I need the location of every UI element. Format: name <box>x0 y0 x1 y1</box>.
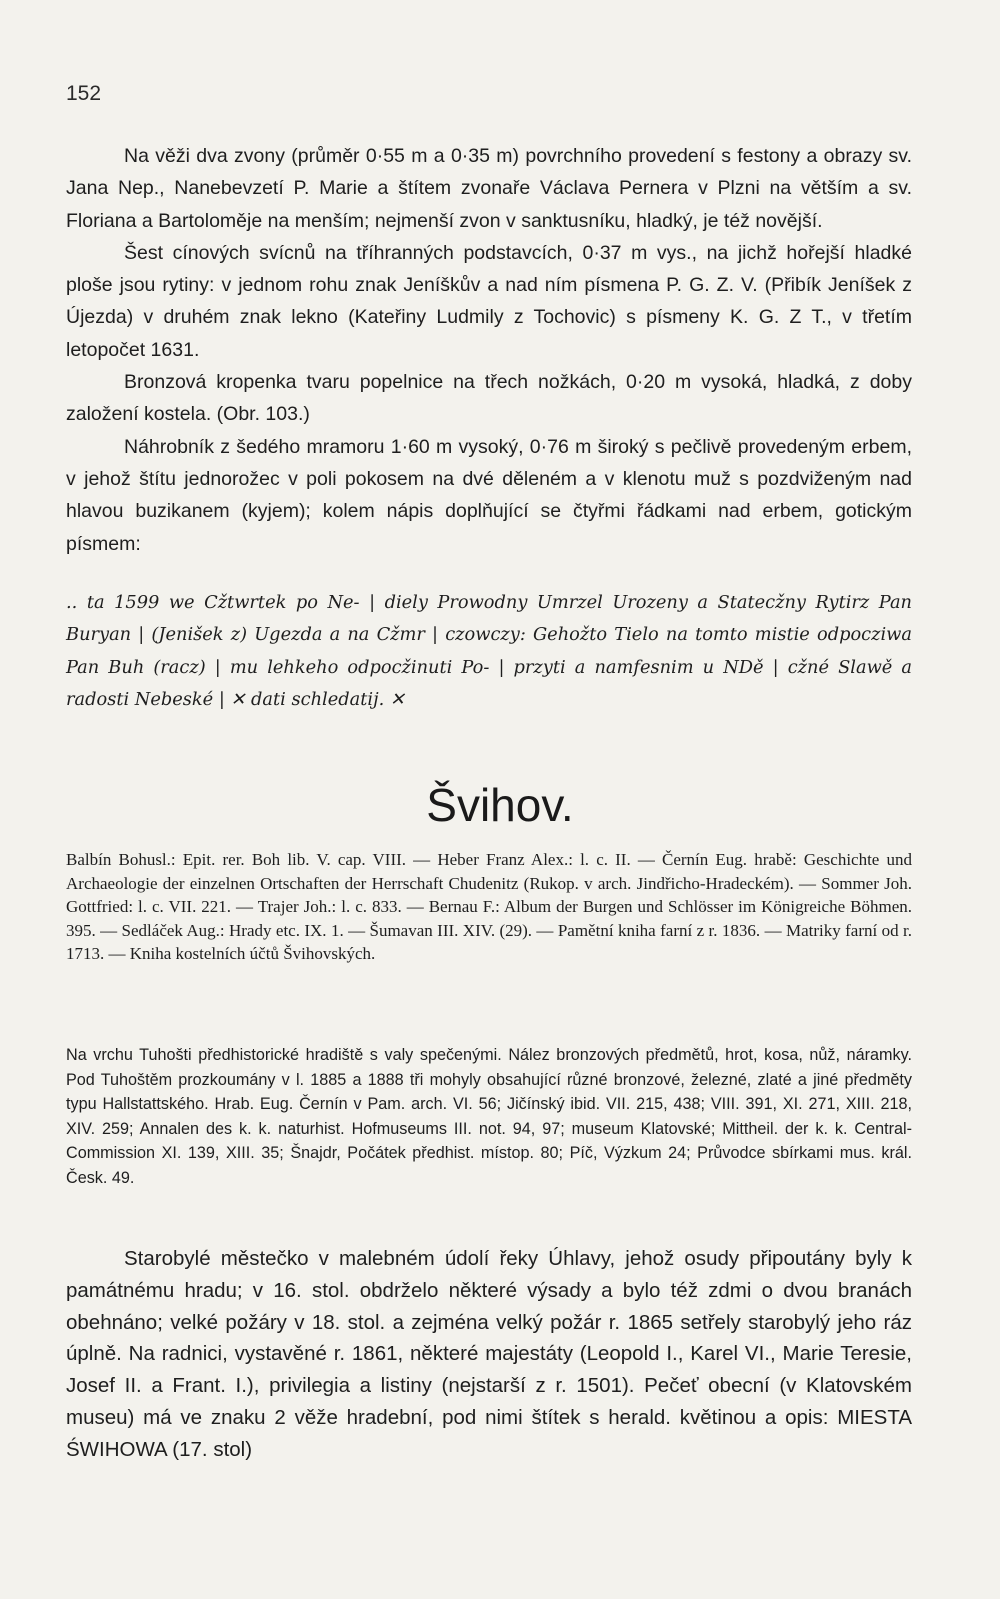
page-number: 152 <box>66 82 102 105</box>
town-description: Starobylé městečko v malebném údolí řeky Úhlavy, jehož osudy připoutány byly k památnému hradu; v 16. stol. obdrželo některé výsady a bylo též zdmi o dvou branách obehnáno; velké požáry v 18. stol. a zejména velký požár r. 1865 setřely starobylý jeho ráz úplně. Na radnici, vystavěné r. 1861, některé majestáty (Leopold I., Karel VI., Marie Teresie, Josef II. a Frant. I.), privilegia a listiny (nejstarší z r. 1501). Pečeť obecní (v Klatovském museu) má ve znaku 2 věže hradební, pod nimi štítek s herald. květinou a opis: MIESTA ŚWIHOWA (17. stol) <box>66 1247 912 1461</box>
gothic-inscription: .. ta 1599 we Cžtwrtek po Ne- | diely Prowodny Umrzel Urozeny a Statecžny Rytirz Pan Buryan | (Jenišek z) Ugezda a na Cžmr | czowczy: Gehožto Tielo na tomto mistie odpocziwa Pan Buh (racz) | mu lehkeho odpocžinuti Po- | przyti a namfesnim u NDě | cžné Slawě a radosti Nebeské | ✕ dati schledatij. ✕ <box>66 592 912 710</box>
section-title: Švihov. <box>426 779 574 831</box>
inventory-text <box>66 140 912 560</box>
sources-list: Balbín Bohusl.: Epit. rer. Boh lib. V. cap. VIII. — Heber Franz Alex.: l. c. II. — Černín Eug. hrabě: Geschichte und Archaeologie der einzelnen Ortschaften der Herrschaft Chudenitz (Rukop. v arch. Jindřicho-Hradeckém). — Sommer Joh. Gottfried: l. c. VII. 221. — Trajer Joh.: l. c. 833. — Bernau F.: Album der Burgen und Schlösser im Königreiche Böhmen. 395. — Sedláček Aug.: Hrady etc. IX. 1. — Šumavan III. XIV. (29). — Pamětní kniha farní z r. 1836. — Matriky farní od r. 1713. — Kniha kostelních účtů Švihovských. <box>66 850 912 963</box>
candlesticks-paragraph: Šest cínových svícnů na tříhranných podstavcích, 0·37 m vys., na jichž hořejší hladké ploše jsou rytiny: v jednom rohu znak Jeníškův a nad ním písmena P. G. Z. V. (Přibík Jeníšek z Újezda) v druhém znak lekno (Kateřiny Ludmily z Tochovic) s písmeny K. G. Z T., v třetím letopočet 1631. <box>66 241 912 361</box>
holy-water-paragraph: Bronzová kropenka tvaru popelnice na třech nožkách, 0·20 m vysoká, hladká, z doby založení kostela. (Obr. 103.) <box>66 371 912 426</box>
archaeology-note: Na vrchu Tuhošti předhistorické hradiště s valy spečenými. Nález bronzových předmětů, hrot, kosa, nůž, náramky. Pod Tuhoštěm prozkoumány v l. 1885 a 1888 tři mohyly obsahující různé bronzové, železné, zlaté a jiné předměty typu Hallstattského. Hrab. Eug. Černín v Pam. arch. VI. 56; Jičínský ibid. VII. 215, 438; VIII. 391, XI. 271, XIII. 218, XIV. 259; Annalen des k. k. naturhist. Hofmuseums III. not. 94, 97; museum Klatovské; Mittheil. der k. k. Central-Commission XI. 139, XIII. 35; Šnajdr, Počátek předhist. místop. 80; Píč, Výzkum 24; Průvodce sbírkami mus. král. Česk. 49. <box>66 1046 912 1187</box>
bells-paragraph: Na věži dva zvony (průměr 0·55 m a 0·35 m) povrchního provedení s festony a obrazy sv. Jana Nep., Nanebevzetí P. Marie a štítem zvonaře Václava Pernera v Plzni na větším a sv. Floriana a Bartoloměje na menším; nejmenší zvon v sanktusníku, hladký, je též novější. <box>66 145 912 232</box>
tombstone-paragraph: Náhrobník z šedého mramoru 1·60 m vysoký, 0·76 m široký s pečlivě provedeným erbem, v jehož štítu jednorožec v poli pokosem na dvé děleném a v klenotu muž s pozdviženým nad hlavou buzikanem (kyjem); kolem nápis doplňující se čtyřmi řádkami nad erbem, gotickým písmem: <box>66 435 912 555</box>
